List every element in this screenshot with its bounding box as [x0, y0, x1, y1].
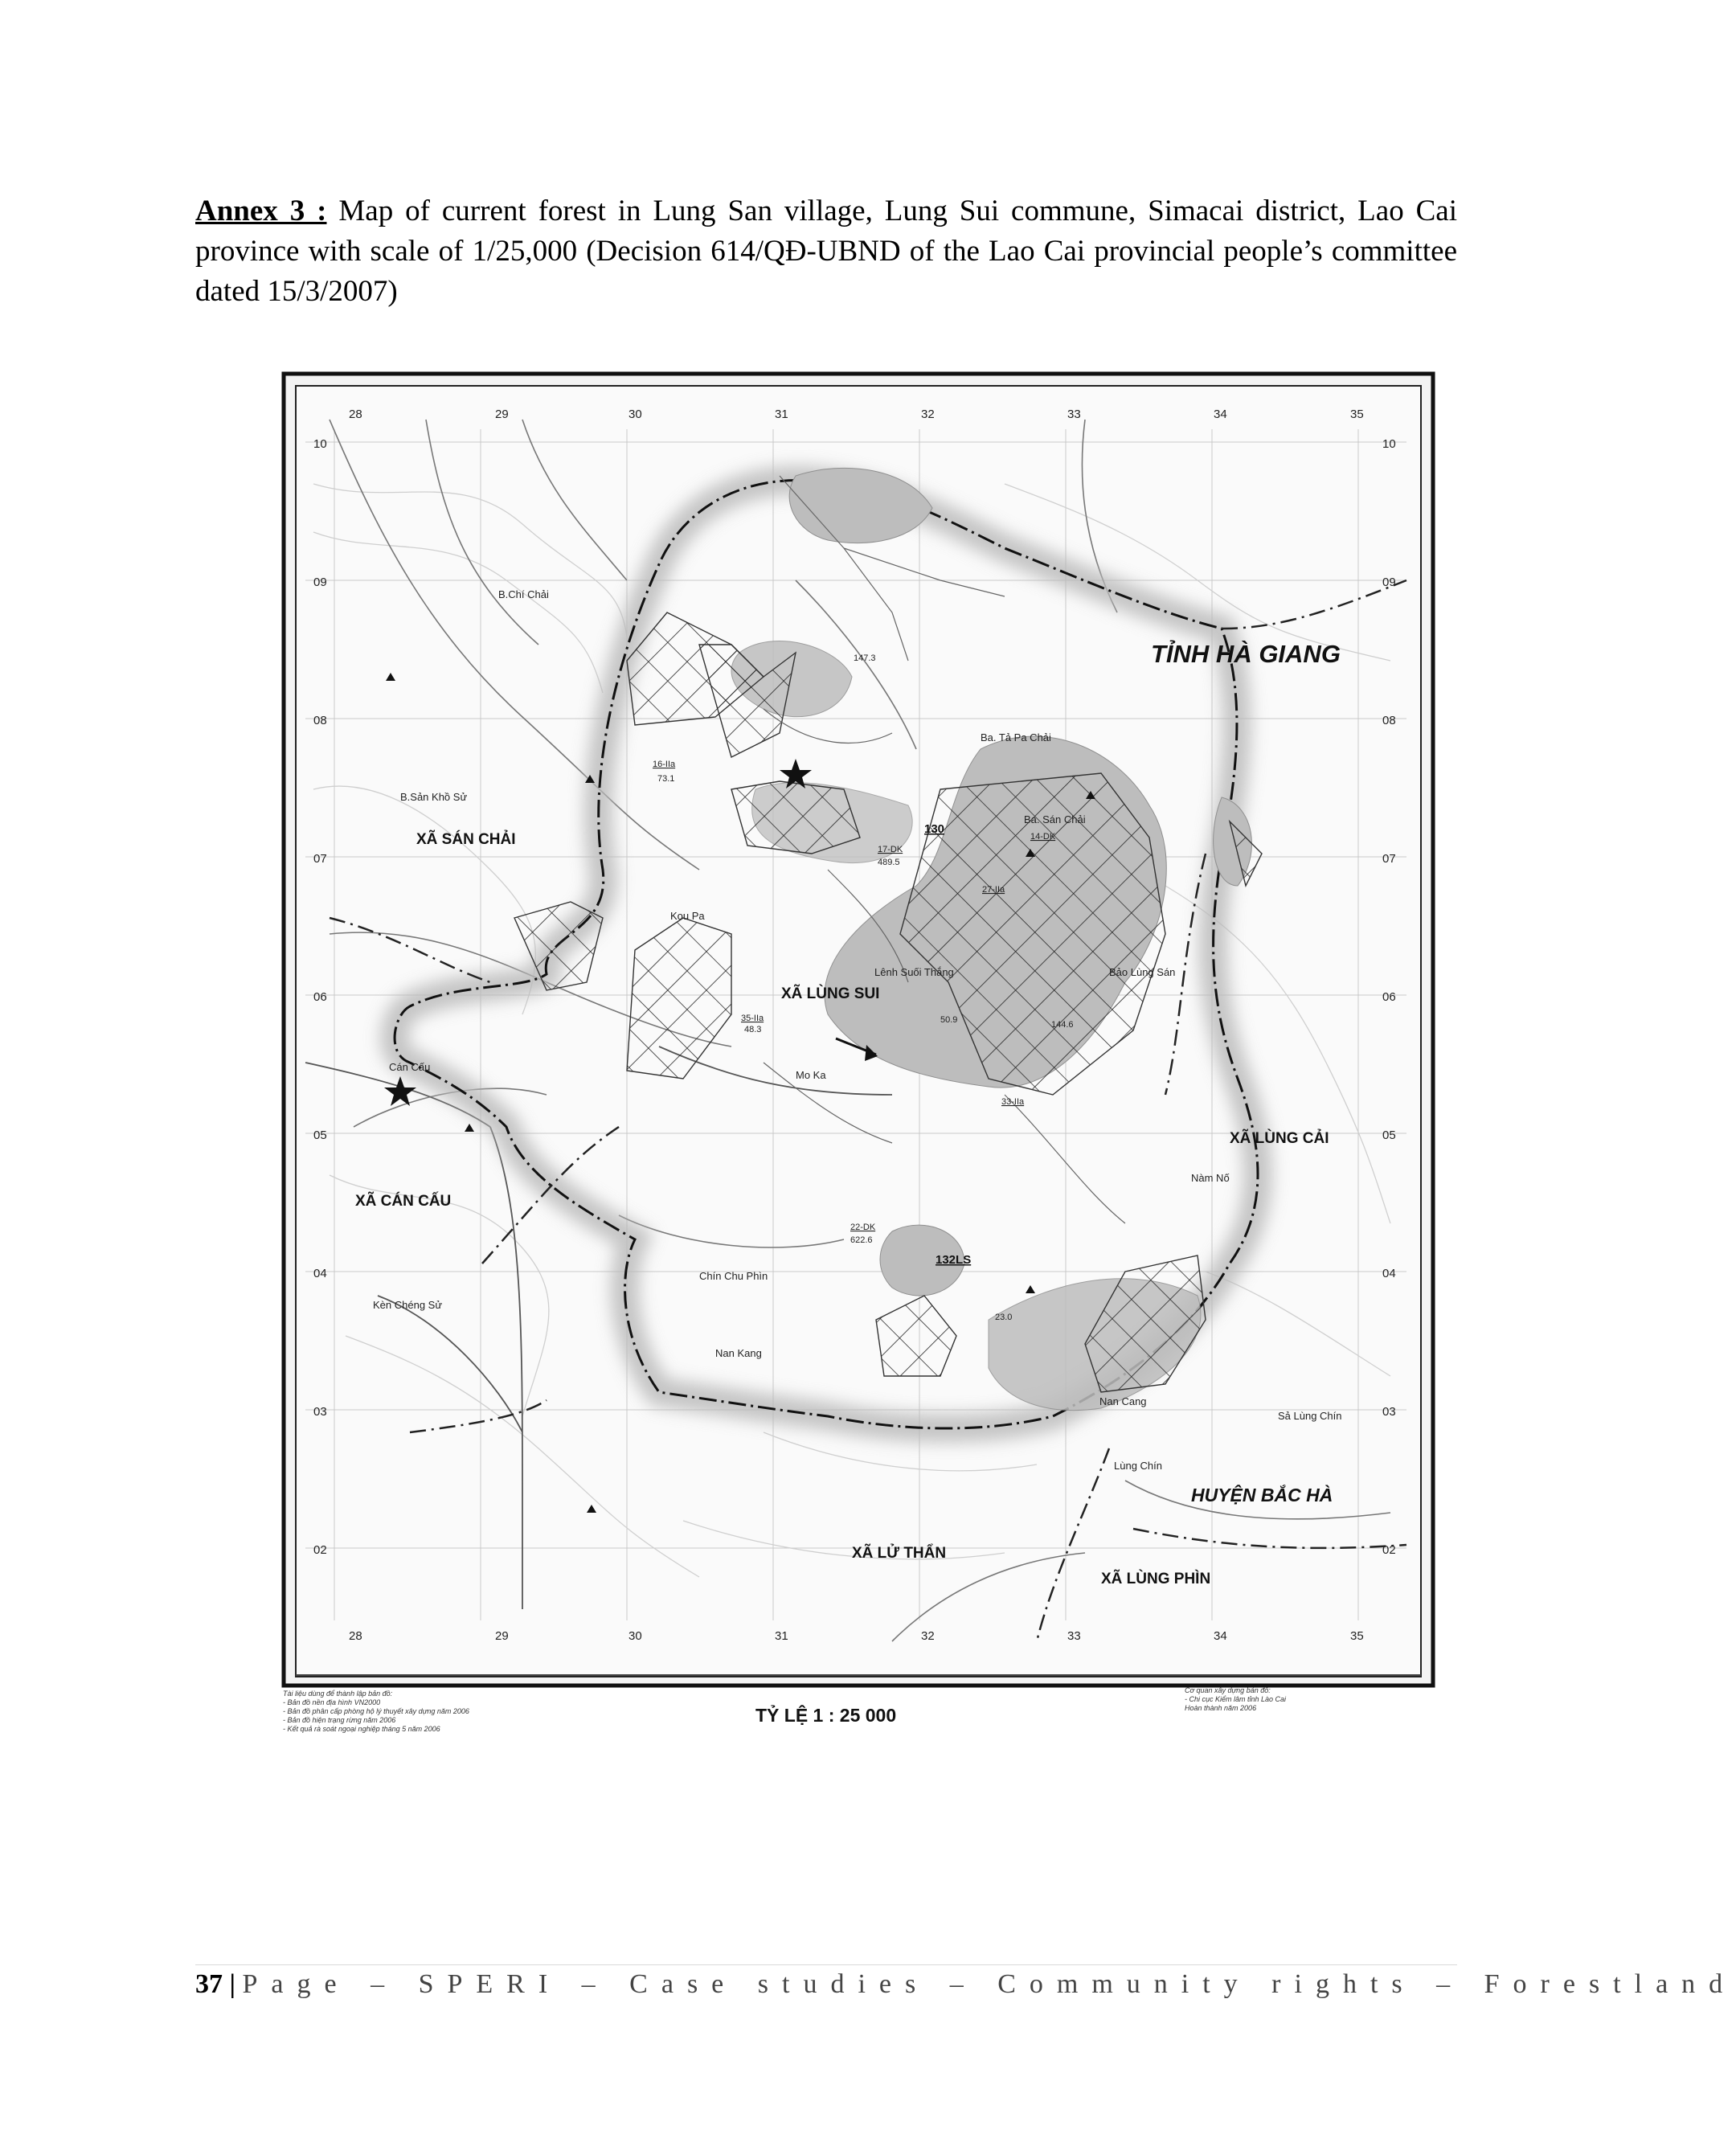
grid-x-35-top: 35 [1350, 408, 1364, 421]
parcel-value-622: 622.6 [850, 1235, 873, 1245]
label-huyen-bac-ha: HUYỆN BẮC HÀ [1191, 1485, 1333, 1505]
grid-x-34-top: 34 [1214, 408, 1227, 421]
grid-x-30-top: 30 [628, 408, 642, 421]
grid-x-29-bottom: 29 [495, 1629, 509, 1643]
grid-x-29-top: 29 [495, 408, 509, 421]
place-nan-kang: Nan Kang [715, 1347, 762, 1359]
label-xa-can-cau: XÃ CÁN CẤU [355, 1193, 452, 1210]
parcel-code-16-iia: 16-IIa [653, 760, 676, 769]
grid-y-05-left: 05 [313, 1128, 327, 1142]
grid-y-02-left: 02 [313, 1543, 327, 1557]
parcel-code-17-dk: 17-DK [878, 845, 903, 854]
place-mo-ka: Mo Ka [796, 1069, 826, 1081]
page-number: 37 [195, 1969, 223, 1999]
grid-y-08-left: 08 [313, 714, 327, 727]
grid-y-10-right: 10 [1382, 437, 1396, 451]
grid-y-07-right: 07 [1382, 852, 1396, 866]
grid-y-03-left: 03 [313, 1405, 327, 1419]
place-ba-san-chai: Ba. Sán Chải [1024, 813, 1086, 825]
annex-caption [195, 191, 1457, 312]
place-chin-chu-phin: Chín Chu Phìn [699, 1270, 768, 1282]
note-left-4: - Kết quả rà soát ngoại nghiệp tháng 5 năm 2006 [283, 1725, 440, 1733]
parcel-code-14-dk: 14-DK [1030, 832, 1056, 842]
footer-separator: | [223, 1969, 243, 1999]
note-left-2: - Bản đồ phân cấp phòng hộ lý thuyết xây dựng năm 2006 [283, 1707, 469, 1715]
place-nan-cang: Nan Cang [1099, 1395, 1147, 1407]
parcel-code-35-iia: 35-IIa [741, 1014, 764, 1023]
place-lung-chin: Lùng Chín [1114, 1460, 1162, 1472]
parcel-value-23: 23.0 [995, 1313, 1013, 1322]
parcel-value-48: 48.3 [744, 1025, 762, 1034]
label-xa-lung-sui: XÃ LÙNG SUI [781, 985, 880, 1002]
parcel-value-489: 489.5 [878, 858, 900, 867]
grid-y-07-left: 07 [313, 852, 327, 866]
grid-y-10-left: 10 [313, 437, 327, 451]
place-ta-pa-chai: Ba. Tả Pa Chải [981, 731, 1051, 743]
grid-x-30-bottom: 30 [628, 1629, 642, 1643]
forest-map [281, 371, 1435, 1733]
note-right-1: - Chi cục Kiểm lâm tỉnh Lào Cai [1185, 1695, 1287, 1703]
annex-label: Annex 3 : [195, 195, 327, 227]
place-can-cau: Cán Cấu [389, 1061, 431, 1073]
place-kou-pa: Kou Pa [670, 910, 705, 922]
note-left-3: - Bản đồ hiện trạng rừng năm 2006 [283, 1716, 396, 1724]
label-xa-san-chai: XÃ SÁN CHẢI [416, 831, 516, 848]
grid-x-31-top: 31 [775, 408, 788, 421]
grid-y-06-right: 06 [1382, 990, 1396, 1004]
place-sa-lung-chin: Sả Lùng Chín [1278, 1410, 1342, 1422]
page-footer [195, 1969, 1736, 2000]
place-bao-lung-san: Bảo Lùng Sán [1109, 966, 1176, 978]
compartment-130: 130 [924, 822, 945, 836]
parcel-value-50: 50.9 [940, 1015, 958, 1025]
grid-x-35-bottom: 35 [1350, 1629, 1364, 1643]
grid-y-06-left: 06 [313, 990, 327, 1004]
grid-x-28-top: 28 [349, 408, 362, 421]
grid-y-09-left: 09 [313, 576, 327, 589]
grid-x-34-bottom: 34 [1214, 1629, 1227, 1643]
note-right-0: Cơ quan xây dựng bản đồ: [1185, 1686, 1271, 1694]
parcel-code-22-dk: 22-DK [850, 1223, 876, 1232]
map-scale-label: TỶ LỆ 1 : 25 000 [755, 1705, 897, 1726]
label-tinh-ha-giang: TỈNH HÀ GIANG [1151, 640, 1341, 668]
compartment-132ls: 132LS [936, 1253, 972, 1267]
parcel-code-33-iia: 33-IIa [1001, 1097, 1025, 1107]
parcel-code-27-iia: 27-IIa [982, 885, 1005, 895]
grid-x-32-bottom: 32 [921, 1629, 935, 1643]
place-lenh-suoi-thang: Lênh Suối Thắng [874, 966, 954, 978]
footer-divider [195, 1964, 1457, 1965]
grid-y-04-right: 04 [1382, 1267, 1396, 1280]
note-left-1: - Bản đồ nền địa hình VN2000 [283, 1698, 381, 1706]
grid-x-31-bottom: 31 [775, 1629, 788, 1643]
footer-text: Page – SPERI – Case studies – Community rights – Forestland [242, 1969, 1736, 1999]
hatched-area-center [731, 781, 860, 854]
grid-y-03-right: 03 [1382, 1405, 1396, 1419]
label-xa-lung-cai: XÃ LÙNG CẢI [1230, 1130, 1329, 1147]
grid-y-09-right: 09 [1382, 576, 1396, 589]
grid-y-04-left: 04 [313, 1267, 327, 1280]
label-xa-lung-phin: XÃ LÙNG PHÌN [1101, 1571, 1211, 1587]
parcel-value-73: 73.1 [657, 774, 675, 784]
place-nam-no: Nàm Nố [1191, 1172, 1230, 1184]
annex-description: Map of current forest in Lung San village, Lung Sui commune, Simacai district, Lao Cai province with scale of 1/25,000 (Decision 614/QĐ-UBND of the Lao Cai provincial people’s committee dated 15/3/2007) [195, 195, 1457, 308]
label-xa-lu-than: XÃ LỬ THẨN [852, 1545, 947, 1562]
grid-x-33-top: 33 [1067, 408, 1081, 421]
place-san-kho-su: B.Sản Khồ Sử [400, 791, 468, 803]
place-ken-cheng-su: Kèn Chéng Sử [373, 1299, 443, 1311]
grid-y-05-right: 05 [1382, 1128, 1396, 1142]
parcel-value-144: 144.6 [1051, 1020, 1074, 1030]
place-chi-chai: B.Chí Chải [498, 588, 549, 600]
legend-notes-left [283, 1690, 469, 1734]
parcel-value-147: 147.3 [854, 653, 876, 663]
legend-notes-right [1185, 1686, 1286, 1713]
grid-x-28-bottom: 28 [349, 1629, 362, 1643]
grid-y-02-right: 02 [1382, 1543, 1396, 1557]
grid-y-08-right: 08 [1382, 714, 1396, 727]
grid-x-33-bottom: 33 [1067, 1629, 1081, 1643]
grid-x-32-top: 32 [921, 408, 935, 421]
note-left-0: Tài liệu dùng để thành lập bản đồ: [283, 1690, 393, 1698]
note-right-2: Hoàn thành năm 2006 [1185, 1704, 1257, 1712]
